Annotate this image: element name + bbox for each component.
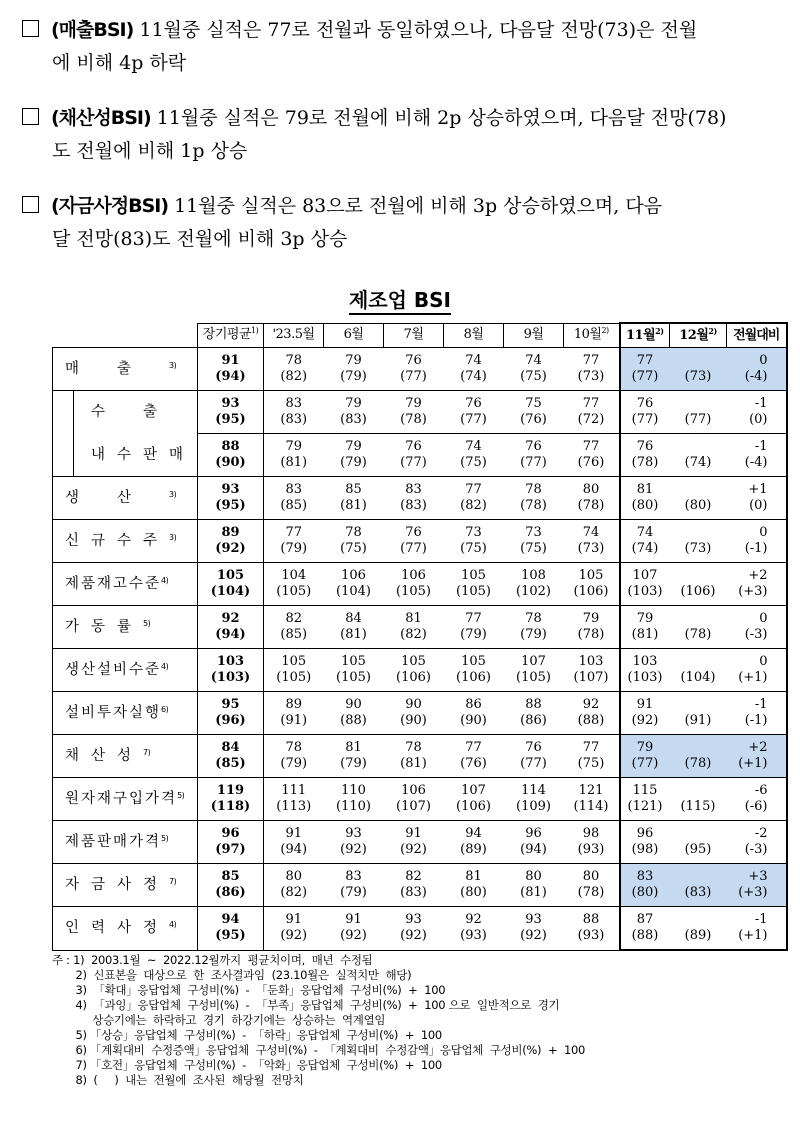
cell-month: 77 (76) — [564, 434, 620, 477]
cell-diff: -1 (0) — [727, 391, 787, 434]
row-label-footnote: 3) — [169, 490, 177, 499]
cell-month: 74 (73) — [564, 520, 620, 563]
cell-month: 111 (113) — [264, 778, 324, 821]
cell-nov: 107 (103) — [620, 563, 670, 606]
table-row — [53, 563, 787, 606]
cell-month: 79 (78) — [384, 391, 444, 434]
row-label — [53, 606, 198, 649]
cell-avg: 103 (103) — [198, 649, 264, 692]
row-label-text: 채산성 — [65, 748, 144, 764]
row-label — [53, 434, 198, 477]
row-label — [53, 692, 198, 735]
cell-month: 106 (107) — [384, 778, 444, 821]
bsi-table — [52, 322, 788, 951]
cell-diff: -1 (-4) — [727, 434, 787, 477]
cell-month: 74 (74) — [444, 348, 504, 391]
cell-month: 79 (81) — [264, 434, 324, 477]
cell-month: 80 (82) — [264, 864, 324, 907]
cell-month: 88 (86) — [504, 692, 564, 735]
cell-month: 76 (77) — [384, 434, 444, 477]
row-label-text: 생산설비수준 — [65, 662, 162, 678]
table-row — [53, 864, 787, 907]
cell-month: 76 (77) — [504, 735, 564, 778]
cell-month: 96 (94) — [504, 821, 564, 864]
row-label-footnote: 4) — [161, 576, 169, 585]
cell-month: 92 (93) — [444, 907, 504, 951]
table-row — [53, 778, 787, 821]
cell-dec: (95) — [670, 821, 727, 864]
cell-diff: 0 (+1) — [727, 649, 787, 692]
row-label-text: 생산 — [65, 490, 170, 506]
header-m6: 10월$^{2)}$ — [564, 323, 620, 348]
cell-nov: 77 (77) — [620, 348, 670, 391]
cell-month: 82 (85) — [264, 606, 324, 649]
table-row — [53, 907, 787, 951]
cell-dec: (78) — [670, 735, 727, 778]
cell-diff: -6 (-6) — [727, 778, 787, 821]
cell-month: 80 (78) — [564, 477, 620, 520]
cell-month: 104 (105) — [264, 563, 324, 606]
row-label-footnote: 3) — [169, 533, 177, 542]
cell-nov: 115 (121) — [620, 778, 670, 821]
cell-month: 83 (85) — [264, 477, 324, 520]
cell-month: 89 (91) — [264, 692, 324, 735]
table-title: 제조업 BSI — [0, 284, 800, 313]
cell-month: 106 (105) — [384, 563, 444, 606]
cell-dec: (89) — [670, 907, 727, 951]
table-row — [53, 735, 787, 778]
cell-month: 77 (73) — [564, 348, 620, 391]
table-row — [53, 348, 787, 391]
cell-month: 74 (75) — [444, 434, 504, 477]
row-label-footnote: 5) — [143, 619, 151, 628]
cell-diff: -1 (+1) — [727, 907, 787, 951]
cell-month: 91 (92) — [264, 907, 324, 951]
paragraph-sales: (매출BSI) 11월중 실적은 77로 전월과 동일하였으나, 다음달 전망(73)은 전월 에 비해 4p 하락 — [22, 14, 787, 80]
cell-month: 98 (93) — [564, 821, 620, 864]
cell-month: 85 (81) — [324, 477, 384, 520]
row-label-footnote: 5) — [161, 834, 169, 843]
cell-avg: 89 (92) — [198, 520, 264, 563]
cell-month: 77 (79) — [264, 520, 324, 563]
cell-month: 77 (82) — [444, 477, 504, 520]
cell-month: 105 (106) — [444, 649, 504, 692]
paragraph-funding: (자금사정BSI) 11월중 실적은 83으로 전월에 비해 3p 상승하였으며, 다음 달 전망(83)도 전월에 비해 3p 상승 — [22, 190, 787, 256]
header-row — [53, 323, 787, 348]
cell-month: 108 (102) — [504, 563, 564, 606]
row-label-footnote: 6) — [161, 705, 169, 714]
cell-month: 121 (114) — [564, 778, 620, 821]
row-label-text: 제품재고수준 — [65, 576, 162, 592]
cell-avg: 93 (95) — [198, 391, 264, 434]
cell-nov: 87 (88) — [620, 907, 670, 951]
row-label — [53, 348, 198, 391]
table-row — [53, 692, 787, 735]
cell-month: 90 (90) — [384, 692, 444, 735]
cell-month: 74 (75) — [504, 348, 564, 391]
row-label-text: 내수판매 — [91, 446, 196, 463]
cell-month: 79 (78) — [564, 606, 620, 649]
row-label-text: 제품판매가격 — [65, 834, 162, 850]
cell-month: 105 (106) — [384, 649, 444, 692]
cell-month: 86 (90) — [444, 692, 504, 735]
cell-avg: 96 (97) — [198, 821, 264, 864]
cell-diff: +1 (0) — [727, 477, 787, 520]
cell-avg: 119 (118) — [198, 778, 264, 821]
cell-month: 73 (75) — [504, 520, 564, 563]
cell-month: 91 (94) — [264, 821, 324, 864]
cell-month: 82 (83) — [384, 864, 444, 907]
cell-nov: 79 (81) — [620, 606, 670, 649]
cell-month: 90 (88) — [324, 692, 384, 735]
cell-month: 106 (104) — [324, 563, 384, 606]
cell-month: 80 (81) — [504, 864, 564, 907]
cell-month: 91 (92) — [324, 907, 384, 951]
row-label-footnote: 4) — [161, 662, 169, 671]
cell-dec: (80) — [670, 477, 727, 520]
header-nov: 11월$^{2)}$ — [620, 323, 670, 348]
cell-month: 81 (82) — [384, 606, 444, 649]
cell-month: 78 (79) — [264, 735, 324, 778]
cell-dec: (73) — [670, 520, 727, 563]
cell-month: 105 (105) — [324, 649, 384, 692]
row-label-text: 가동률 — [65, 619, 144, 635]
cell-dec: (77) — [670, 391, 727, 434]
row-label-text: 매출 — [65, 361, 170, 377]
table-row — [53, 477, 787, 520]
cell-month: 92 (88) — [564, 692, 620, 735]
row-label-footnote: 5) — [177, 791, 185, 800]
cell-month: 81 (80) — [444, 864, 504, 907]
table-row — [53, 434, 787, 477]
cell-avg: 105 (104) — [198, 563, 264, 606]
cell-nov: 79 (77) — [620, 735, 670, 778]
row-label — [53, 477, 198, 520]
row-label — [53, 864, 198, 907]
cell-month: 77 (72) — [564, 391, 620, 434]
cell-month: 114 (109) — [504, 778, 564, 821]
row-label-text: 신규수주 — [65, 533, 170, 549]
cell-month: 103 (107) — [564, 649, 620, 692]
cell-month: 77 (79) — [444, 606, 504, 649]
cell-diff: 0 (-3) — [727, 606, 787, 649]
cell-nov: 91 (92) — [620, 692, 670, 735]
row-label — [53, 563, 198, 606]
cell-dec: (115) — [670, 778, 727, 821]
cell-month: 94 (89) — [444, 821, 504, 864]
table-row — [53, 520, 787, 563]
cell-diff: +2 (+1) — [727, 735, 787, 778]
cell-month: 79 (79) — [324, 434, 384, 477]
cell-month: 79 (79) — [324, 348, 384, 391]
cell-month: 76 (77) — [384, 348, 444, 391]
row-label-footnote: 3) — [169, 361, 177, 370]
cell-month: 79 (83) — [324, 391, 384, 434]
cell-month: 76 (77) — [384, 520, 444, 563]
row-label — [53, 907, 198, 951]
cell-month: 78 (81) — [384, 735, 444, 778]
cell-month: 93 (92) — [504, 907, 564, 951]
paragraph-profitability: (채산성BSI) 11월중 실적은 79로 전월에 비해 2p 상승하였으며, 다음달 전망(78) 도 전월에 비해 1p 상승 — [22, 102, 787, 168]
row-label — [53, 735, 198, 778]
cell-avg: 91 (94) — [198, 348, 264, 391]
cell-nov: 83 (80) — [620, 864, 670, 907]
cell-diff: 0 (-4) — [727, 348, 787, 391]
cell-nov: 81 (80) — [620, 477, 670, 520]
cell-avg: 84 (85) — [198, 735, 264, 778]
cell-month: 73 (75) — [444, 520, 504, 563]
row-label — [53, 391, 198, 434]
cell-avg: 94 (95) — [198, 907, 264, 951]
cell-nov: 74 (74) — [620, 520, 670, 563]
row-label — [53, 778, 198, 821]
checkbox-square-icon — [22, 108, 39, 125]
cell-dec: (104) — [670, 649, 727, 692]
table-row — [53, 649, 787, 692]
row-label-text: 수출 — [91, 404, 196, 421]
header-diff: 전월대비 — [727, 323, 787, 348]
cell-avg: 95 (96) — [198, 692, 264, 735]
header-dec: 12월$^{2)}$ — [670, 323, 727, 348]
cell-month: 91 (92) — [384, 821, 444, 864]
cell-month: 78 (78) — [504, 477, 564, 520]
header-m3: 7월 — [384, 323, 444, 348]
cell-month: 105 (105) — [264, 649, 324, 692]
row-label — [53, 649, 198, 692]
cell-month: 75 (76) — [504, 391, 564, 434]
row-label-text: 원자재구입가격 — [65, 791, 178, 807]
cell-avg: 92 (94) — [198, 606, 264, 649]
cell-diff: 0 (-1) — [727, 520, 787, 563]
cell-month: 107 (105) — [504, 649, 564, 692]
cell-month: 105 (105) — [444, 563, 504, 606]
checkbox-square-icon — [22, 196, 39, 213]
cell-nov: 76 (78) — [620, 434, 670, 477]
cell-month: 110 (110) — [324, 778, 384, 821]
cell-month: 83 (79) — [324, 864, 384, 907]
cell-nov: 96 (98) — [620, 821, 670, 864]
cell-nov: 76 (77) — [620, 391, 670, 434]
cell-month: 81 (79) — [324, 735, 384, 778]
cell-avg: 88 (90) — [198, 434, 264, 477]
table-row — [53, 821, 787, 864]
cell-dec: (106) — [670, 563, 727, 606]
cell-month: 76 (77) — [504, 434, 564, 477]
cell-nov: 103 (103) — [620, 649, 670, 692]
table-row — [53, 391, 787, 434]
cell-diff: -1 (-1) — [727, 692, 787, 735]
header-avg: 장기평균$^{1)}$ — [198, 323, 264, 348]
row-label-text: 자금사정 — [65, 877, 170, 893]
cell-month: 80 (78) — [564, 864, 620, 907]
cell-month: 107 (106) — [444, 778, 504, 821]
footnotes: 주 : 1) 2003.1월 ~ 2022.12월까지 평균치이며, 매년 수정됨 2) 신표본을 대상으로 한 조사결과임 (23.10월은 실적치만 해당) 3) 「확대」응답업체 구성비(%) - 「둔화」응답업체 구성비(%) + 100 4) 「과잉」응답업체 구성비(%) - 「부족」응답업체 구성비(%) + 100 으로 일반적으로 경기 상승기에는 하락하고 경기 하강기에는 상승하는 역계열임 5) 「상승」응답업체 구성비(%) - 「하락」응답업체 구성비(%) + 100 6) 「계획대비 수정증액」응답업체 구성비(%) - 「계획대비 수정감액」응답업체 구성비(%) + 100 7) 「호전」응답업체 구성비(%) - 「악화」응답업체 구성비(%) + 100 8) ( ) 내는 전월에 조사된 해당월 전망치 — [52, 953, 586, 1087]
cell-month: 93 (92) — [324, 821, 384, 864]
cell-month: 84 (81) — [324, 606, 384, 649]
cell-dec: (78) — [670, 606, 727, 649]
row-label-footnote: 7) — [169, 877, 177, 886]
cell-month: 93 (92) — [384, 907, 444, 951]
cell-diff: -2 (-3) — [727, 821, 787, 864]
cell-avg: 85 (86) — [198, 864, 264, 907]
table-row — [53, 606, 787, 649]
cell-dec: (74) — [670, 434, 727, 477]
cell-dec: (73) — [670, 348, 727, 391]
cell-month: 77 (75) — [564, 735, 620, 778]
cell-dec: (83) — [670, 864, 727, 907]
checkbox-square-icon — [22, 20, 39, 37]
cell-diff: +2 (+3) — [727, 563, 787, 606]
cell-month: 78 (82) — [264, 348, 324, 391]
cell-diff: +3 (+3) — [727, 864, 787, 907]
row-label — [53, 520, 198, 563]
header-m1: '23.5월 — [264, 323, 324, 348]
row-label-text: 인력사정 — [65, 920, 170, 937]
cell-month: 77 (76) — [444, 735, 504, 778]
header-m4: 8월 — [444, 323, 504, 348]
header-m5: 9월 — [504, 323, 564, 348]
cell-month: 78 (79) — [504, 606, 564, 649]
cell-month: 83 (83) — [384, 477, 444, 520]
row-label-text: 설비투자실행 — [65, 705, 162, 721]
cell-dec: (91) — [670, 692, 727, 735]
header-blank — [53, 323, 198, 348]
cell-month: 76 (77) — [444, 391, 504, 434]
row-label-footnote: 4) — [169, 920, 177, 930]
row-label-footnote: 7) — [143, 748, 151, 757]
header-m2: 6월 — [324, 323, 384, 348]
cell-avg: 93 (95) — [198, 477, 264, 520]
cell-month: 105 (106) — [564, 563, 620, 606]
cell-month: 83 (83) — [264, 391, 324, 434]
row-label — [53, 821, 198, 864]
cell-month: 78 (75) — [324, 520, 384, 563]
cell-month: 88 (93) — [564, 907, 620, 951]
